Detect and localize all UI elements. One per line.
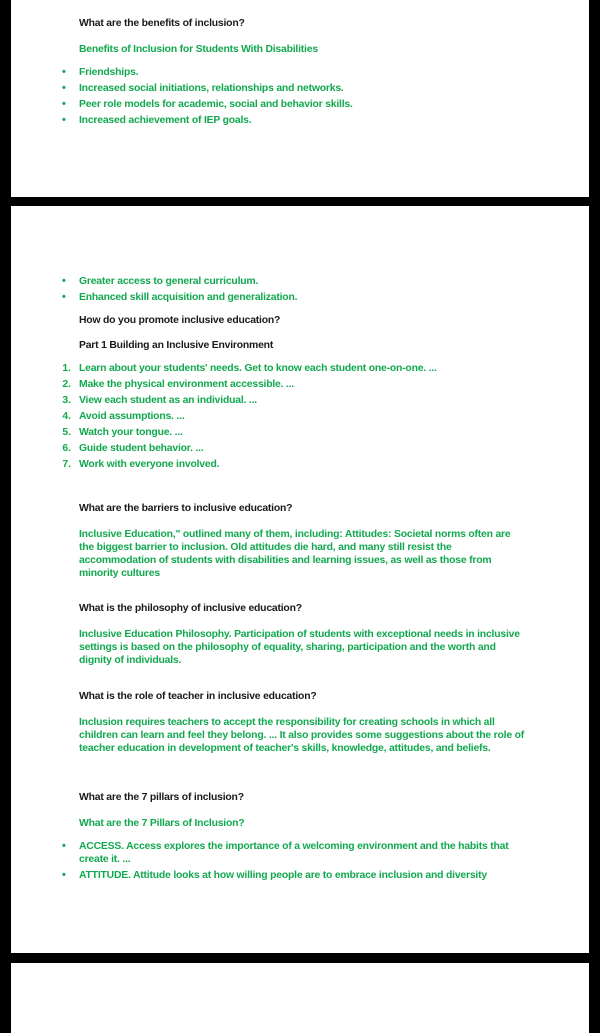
step-number: 5. (62, 427, 71, 438)
step-number: 1. (62, 363, 71, 374)
barriers-answer: Inclusive Education," outlined many of them, including: Attitudes: Societal norms often are the biggest barrier to inclusion. Old attitudes die hard, and many still resist the accommodation of students with disabilities and learning issues, as well as those from minority cultures (79, 529, 511, 579)
step-item: Avoid assumptions. ... (79, 411, 185, 422)
step-number: 4. (62, 411, 71, 422)
step-item: Learn about your students' needs. Get to know each student one-on-one. ... (79, 363, 437, 374)
list-item: Greater access to general curriculum. (79, 276, 259, 287)
list-item: Peer role models for academic, social and behavior skills. (79, 99, 353, 110)
list-item: ACCESS. Access explores the importance of a welcoming environment and the habits that create it. ... (79, 841, 509, 865)
teacher-answer: Inclusion requires teachers to accept the responsibility for creating schools in which all children can learn and feel they belong. ... It also provides some suggestions about the role of teacher education in development of teacher's skills, knowledge, attitudes, and beliefs. (79, 717, 525, 754)
bullet-icon: • (62, 82, 66, 94)
bullet-icon: • (62, 275, 66, 287)
list-item: Increased social initiations, relationships and networks. (79, 83, 344, 94)
promote-question: How do you promote inclusive education? (79, 315, 281, 326)
benefits-question: What are the benefits of inclusion? (79, 18, 245, 29)
step-item: Watch your tongue. ... (79, 427, 183, 438)
philosophy-question: What is the philosophy of inclusive education? (79, 603, 302, 614)
bullet-icon: • (62, 114, 66, 126)
list-item: Friendships. (79, 67, 139, 78)
list-item: ATTITUDE. Attitude looks at how willing people are to embrace inclusion and diversity (79, 870, 487, 881)
step-item: Work with everyone involved. (79, 459, 220, 470)
bullet-icon: • (62, 291, 66, 303)
bullet-icon: • (62, 98, 66, 110)
list-item: Enhanced skill acquisition and generalization. (79, 292, 298, 303)
document-page-1 (11, 0, 589, 197)
barriers-question: What are the barriers to inclusive education? (79, 503, 293, 514)
promote-heading: Part 1 Building an Inclusive Environment (79, 340, 274, 351)
bullet-icon: • (62, 869, 66, 881)
step-number: 6. (62, 443, 71, 454)
bullet-icon: • (62, 840, 66, 852)
step-number: 3. (62, 395, 71, 406)
step-item: Guide student behavior. ... (79, 443, 204, 454)
step-item: Make the physical environment accessible. ... (79, 379, 295, 390)
list-item: Increased achievement of IEP goals. (79, 115, 252, 126)
step-item: View each student as an individual. ... (79, 395, 257, 406)
step-number: 2. (62, 379, 71, 390)
pillars-heading: What are the 7 Pillars of Inclusion? (79, 818, 245, 829)
philosophy-answer: Inclusive Education Philosophy. Participation of students with exceptional needs in inclusive settings is based on the philosophy of equality, sharing, participation and the worth and dignity of individuals. (79, 629, 520, 666)
bullet-icon: • (62, 66, 66, 78)
document-page-3 (11, 963, 589, 1033)
teacher-question: What is the role of teacher in inclusive education? (79, 691, 317, 702)
step-number: 7. (62, 459, 71, 470)
document-page-2 (11, 206, 589, 953)
pillars-question: What are the 7 pillars of inclusion? (79, 792, 244, 803)
benefits-subheading: Benefits of Inclusion for Students With Disabilities (79, 44, 318, 55)
